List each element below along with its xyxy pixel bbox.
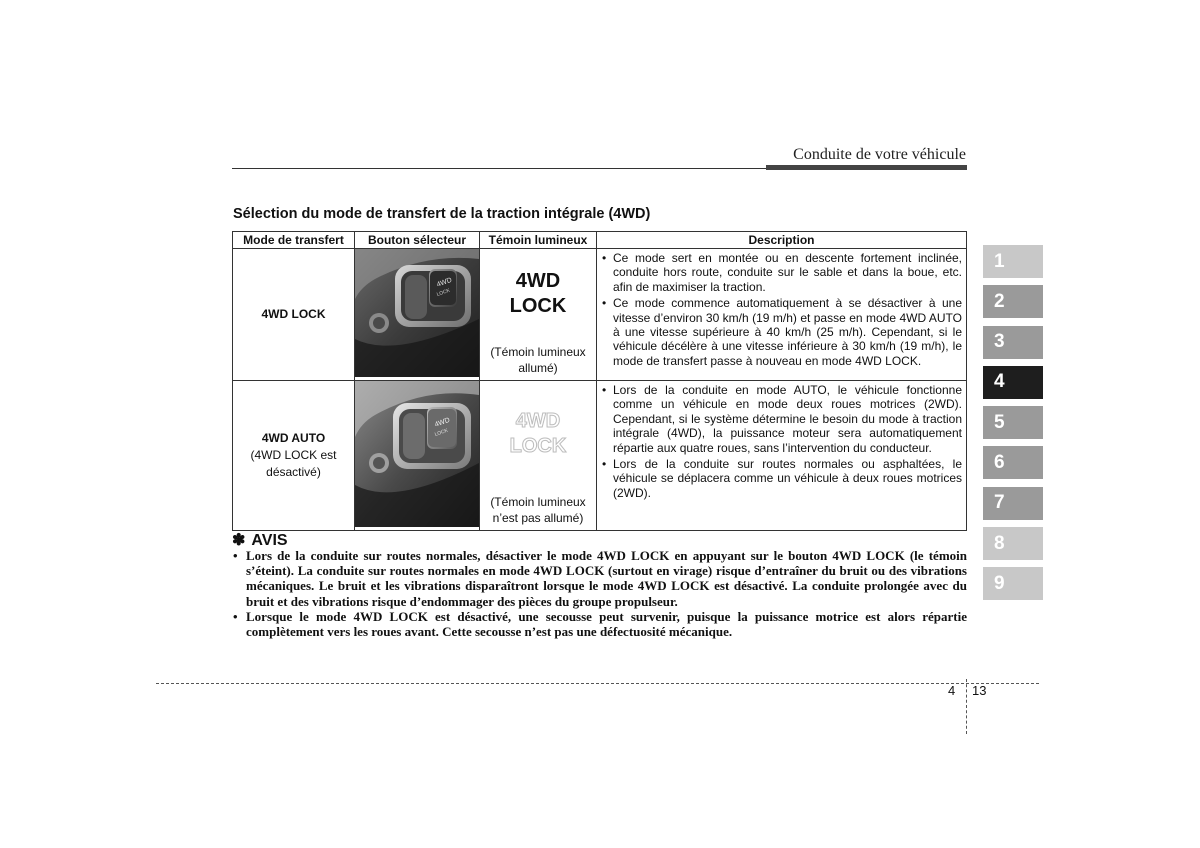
description-cell bbox=[597, 381, 967, 531]
button-label-lock: LOCK bbox=[433, 427, 449, 438]
chapter-tab-8[interactable]: 8 bbox=[983, 527, 1043, 560]
footer-separator bbox=[966, 679, 967, 734]
description-bullet: • Ce mode sert en montée ou en descente fortement inclinée, conduite hors route, conduite sur le sable et dans la boue, etc. afin de maximiser la traction. bbox=[601, 251, 962, 294]
indicator-4wd-lock-on bbox=[484, 269, 592, 319]
indicator-line-2: LOCK bbox=[509, 295, 567, 317]
button-label-4wd: 4WD bbox=[435, 276, 453, 289]
col-header-button: Bouton sélecteur bbox=[355, 232, 480, 249]
header-bar bbox=[766, 165, 967, 170]
mode-cell bbox=[233, 381, 355, 531]
chapter-tab-4[interactable]: 4 bbox=[983, 366, 1043, 399]
col-header-mode: Mode de transfert bbox=[233, 232, 355, 249]
chapter-tab-6[interactable]: 6 bbox=[983, 446, 1043, 479]
mode-cell bbox=[233, 249, 355, 381]
col-header-indicator: Témoin lumineux bbox=[480, 232, 597, 249]
4wd-lock-switch-image bbox=[355, 249, 479, 377]
chapter-tab-7[interactable]: 7 bbox=[983, 487, 1043, 520]
description-cell bbox=[597, 249, 967, 381]
page-chapter-number: 4 bbox=[948, 683, 956, 698]
chapter-tabs bbox=[983, 245, 1043, 608]
notice-list bbox=[232, 548, 967, 639]
indicator-cell bbox=[480, 381, 597, 531]
selector-button-photo bbox=[355, 249, 480, 381]
col-header-description: Description bbox=[597, 232, 967, 249]
button-label-lock: LOCK bbox=[435, 287, 451, 298]
indicator-line-1: 4WD bbox=[515, 410, 561, 432]
transfer-mode-table bbox=[232, 231, 967, 531]
description-bullet: • Lors de la conduite sur routes normales ou asphaltées, le véhicule se déplacera comme un véhicule à deux roues motrices (2WD). bbox=[601, 457, 962, 500]
indicator-line-2: LOCK bbox=[509, 435, 567, 457]
notice-heading bbox=[232, 530, 294, 550]
footer-rule bbox=[156, 683, 1039, 684]
description-bullet: • Ce mode commence automatiquement à se désactiver à une vitesse d’environ 30 km/h (19 m/h) et passe en mode 4WD AUTO à une vitesse supérieure à 40 km/h (25 m/h). Cependant, si le véhicule décélère à une vitesse inférieure à 30 km/h (19 m/h), le mode de transfert passe à nouveau en mode 4WD LOCK. bbox=[601, 296, 962, 368]
table-row bbox=[233, 249, 967, 381]
mode-name: 4WD AUTO bbox=[261, 431, 326, 445]
button-label-4wd: 4WD bbox=[433, 416, 451, 429]
indicator-line-1: 4WD bbox=[515, 270, 561, 292]
chapter-tab-2[interactable]: 2 bbox=[983, 285, 1043, 318]
notice-item: • Lors de la conduite sur routes normales, désactiver le mode 4WD LOCK en appuyant sur le bouton 4WD LOCK (le témoin s’éteint). La conduite sur routes normales en mode 4WD LOCK (surtout en virage) risque d’entraîner du bruit ou des vibrations mécaniques. Le bruit et les vibrations disparaîtront lorsque le mode 4WD LOCK est désactivé. La conduite prolongée avec du bruit et des vibrations risque d’endommager des pièces du groupe propulseur. bbox=[232, 548, 967, 609]
table-row bbox=[233, 381, 967, 531]
chapter-tab-1[interactable]: 1 bbox=[983, 245, 1043, 278]
indicator-4wd-lock-off bbox=[484, 409, 592, 459]
section-title: Sélection du mode de transfert de la traction intégrale (4WD) bbox=[233, 206, 651, 222]
selector-button-photo bbox=[355, 381, 480, 531]
indicator-cell bbox=[480, 249, 597, 381]
running-header: Conduite de votre véhicule bbox=[793, 146, 966, 163]
notice-item: • Lorsque le mode 4WD LOCK est désactivé, une secousse peut survenir, puisque la puissance motrice est alors répartie complètement vers les roues avant. Cette secousse n’est pas une défectuosité mécanique. bbox=[232, 609, 967, 639]
4wd-lock-switch-image bbox=[355, 381, 479, 527]
mode-note: (4WD LOCK est désactivé) bbox=[250, 448, 337, 479]
indicator-caption: (Témoin lumineux allumé) bbox=[490, 345, 586, 375]
description-bullet: • Lors de la conduite en mode AUTO, le véhicule fonctionne comme un véhicule en mode deux roues motrices (2WD). Cependant, si le système détermine le besoin du mode à traction intégrale (4WD), la puissance moteur sera automatiquement répartie aux quatre roues, sans l’intervention du conducteur. bbox=[601, 383, 962, 455]
page-number: 13 bbox=[972, 683, 987, 698]
mode-name: 4WD LOCK bbox=[261, 307, 326, 321]
chapter-tab-3[interactable]: 3 bbox=[983, 326, 1043, 359]
notice-title: AVIS bbox=[251, 532, 288, 549]
chapter-tab-5[interactable]: 5 bbox=[983, 406, 1043, 439]
chapter-tab-9[interactable]: 9 bbox=[983, 567, 1043, 600]
notice-symbol-icon: ✽ bbox=[232, 532, 246, 549]
indicator-caption: (Témoin lumineux n’est pas allumé) bbox=[490, 495, 586, 525]
